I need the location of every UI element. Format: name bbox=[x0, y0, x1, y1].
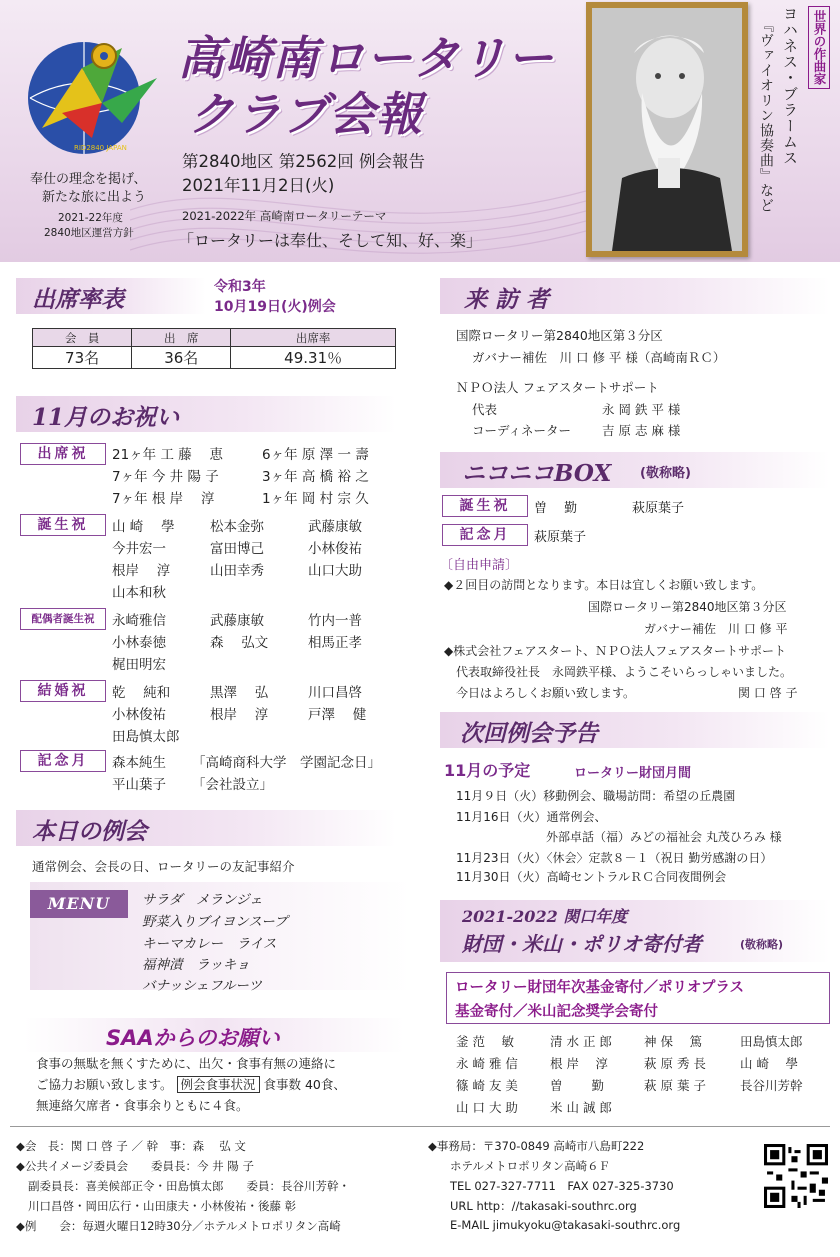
donor-name: 曽 勤 bbox=[550, 1078, 604, 1093]
attendance-date-day: 10月19日(火)例会 bbox=[214, 299, 336, 315]
celebrations-heading-text: 11月のお祝い bbox=[32, 404, 180, 431]
list-item: 田島慎太郎 bbox=[112, 729, 180, 745]
list-item: 森本純生 bbox=[112, 755, 166, 771]
month-theme: ロータリー財団月間 bbox=[574, 766, 692, 781]
footer-email[interactable]: E-MAIL jimukyoku@takasaki-southrc.org bbox=[450, 1218, 681, 1232]
donation-types-line2: 基金寄付／米山記念奨学会寄付 bbox=[455, 1004, 658, 1020]
visitor-line: 吉 原 志 麻 様 bbox=[602, 423, 681, 438]
memorial-label: 記念月 bbox=[20, 750, 106, 772]
header-members: 会 員 bbox=[33, 329, 132, 347]
visitors-heading bbox=[440, 278, 830, 314]
saa-heading: SAAからのお願い bbox=[106, 1026, 280, 1050]
niconico-birthday-label: 誕生祝 bbox=[442, 495, 528, 517]
list-item: 川口昌啓 bbox=[308, 685, 362, 701]
donor-name: 根 岸 淳 bbox=[550, 1056, 608, 1071]
donor-name: 篠 崎 友 美 bbox=[456, 1078, 518, 1093]
list-item: 森 弘文 bbox=[210, 635, 269, 651]
footer-committee-members: 副委員長：喜美候部正令・田島慎太郎 委員：長谷川芳幹・ bbox=[28, 1179, 350, 1193]
schedule-item: 11月30日（火）高崎セントラルＲＣ合同夜間例会 bbox=[456, 870, 727, 884]
header bbox=[0, 0, 840, 262]
present-count: 36名 bbox=[132, 347, 231, 369]
donor-name: 米 山 誠 郎 bbox=[550, 1100, 612, 1115]
list-item: 小林泰徳 bbox=[112, 635, 166, 651]
list-item: 山田幸秀 bbox=[210, 563, 264, 579]
niconico-entry: 今日はよろしくお願い致します。 bbox=[456, 686, 636, 700]
today-meeting-description: 通常例会、会長の日、ロータリーの友記事紹介 bbox=[32, 859, 295, 874]
next-meeting-heading bbox=[440, 712, 830, 748]
attendance-heading bbox=[16, 278, 206, 314]
niconico-entry: ガバナー補佐 川 口 修 平 bbox=[644, 622, 788, 636]
list-item: 竹内一普 bbox=[308, 613, 362, 629]
donor-name: 長谷川芳幹 bbox=[740, 1078, 803, 1093]
visitor-line: ＮＰＯ法人 フェアスタートサポート bbox=[456, 380, 659, 395]
visitors-heading-text: 来 訪 者 bbox=[464, 286, 550, 313]
donation-types-box bbox=[446, 972, 830, 1024]
list-item: 萩原葉子 bbox=[632, 501, 685, 516]
list-item: 6ヶ年 原 澤 一 壽 bbox=[262, 447, 369, 463]
celebrations-heading bbox=[16, 396, 396, 432]
menu-label: MENU bbox=[30, 890, 128, 918]
attendance-date-year: 令和3年 bbox=[214, 279, 266, 295]
list-item: 7ヶ年 根 岸 淳 bbox=[112, 491, 215, 507]
list-item: 根岸 淳 bbox=[112, 563, 171, 579]
niconico-heading-text: ニコニコBOX bbox=[462, 460, 612, 487]
district-motto-line1: 奉仕の理念を掲げ、 bbox=[30, 172, 147, 187]
list-item: 平山葉子 bbox=[112, 777, 166, 793]
list-item: 武藤康敏 bbox=[308, 519, 362, 535]
menu-item: キーマカレー ライス bbox=[142, 936, 277, 952]
donors-heading bbox=[440, 900, 830, 962]
wedding-label: 結婚祝 bbox=[20, 680, 106, 702]
list-item: 山口大助 bbox=[308, 563, 362, 579]
list-item: 7ヶ年 今 井 陽 子 bbox=[112, 469, 219, 485]
niconico-entry: ◆株式会社フェアスタート、ＮＰＯ法人フェアスタートサポート bbox=[444, 644, 786, 658]
attendance-table-row bbox=[33, 347, 396, 369]
visitor-line: 代表 bbox=[472, 402, 498, 417]
donors-heading-text: 財団・米山・ポリオ寄付者 bbox=[462, 932, 702, 956]
list-item: 「会社設立」 bbox=[192, 777, 273, 793]
club-theme-text: 「ロータリーは奉仕、そして知、好、楽」 bbox=[178, 231, 483, 250]
donor-name: 山 口 大 助 bbox=[456, 1100, 518, 1115]
footer-office-address: ◆事務局：〒370-0849 高崎市八島町222 bbox=[428, 1139, 645, 1153]
header-present: 出 席 bbox=[132, 329, 231, 347]
attendance-table-header bbox=[33, 329, 396, 347]
footer-url[interactable]: URL http：//takasaki-southrc.org bbox=[450, 1199, 637, 1213]
spouse-birthday-label: 配偶者誕生祝 bbox=[20, 608, 106, 630]
donor-name: 清 水 正 郎 bbox=[550, 1034, 612, 1049]
today-meeting-heading-text: 本日の例会 bbox=[32, 818, 147, 845]
donors-heading-year: 2021-2022 関口年度 bbox=[462, 907, 628, 926]
list-item: 松本金弥 bbox=[210, 519, 264, 535]
month-plan-label: 11月の予定 bbox=[444, 761, 531, 780]
menu-item: バナッシェフルーツ bbox=[142, 978, 262, 994]
visitor-line: ガバナー補佐 川 口 修 平 様（高崎南ＲＣ） bbox=[472, 350, 726, 365]
footer-meeting-schedule: ◆例 会：毎週火曜日12時30分／ホテルメトロポリタン高崎 bbox=[16, 1219, 341, 1233]
composer-portrait bbox=[586, 2, 748, 257]
list-item: 「高崎商科大学 学園記念日」 bbox=[192, 755, 381, 771]
meeting-number: 第2840地区 第2562回 例会報告 bbox=[182, 152, 425, 171]
footer-office-hotel: ホテルメトロポリタン高崎６Ｆ bbox=[450, 1159, 611, 1173]
meeting-date: 2021年11月2日(火) bbox=[182, 176, 335, 195]
free-application-label: 〔自由申請〕 bbox=[440, 558, 519, 573]
donor-name: 田島慎太郎 bbox=[740, 1034, 803, 1049]
niconico-entry: 代表取締役社長 永岡鉄平様、ようこそいらっしゃいました。 bbox=[456, 665, 793, 679]
donor-name: 山 崎 學 bbox=[740, 1056, 798, 1071]
rotary-district-logo bbox=[22, 28, 167, 163]
composer-work: 『ヴァイオリン協奏曲』など bbox=[758, 18, 774, 213]
list-item: 相馬正孝 bbox=[308, 635, 362, 651]
district-plan-year: 2021-22年度 bbox=[58, 212, 123, 224]
schedule-item: 外部卓話（福）みどの福祉会 丸茂ひろみ 様 bbox=[546, 830, 782, 844]
saa-line2 bbox=[36, 1075, 346, 1093]
district-motto-line2: 新たな旅に出よう bbox=[42, 190, 147, 205]
saa-line2-text: ご協力お願い致します。 bbox=[36, 1077, 173, 1092]
attendance-award-label: 出席祝 bbox=[20, 443, 106, 465]
birthday-label: 誕生祝 bbox=[20, 514, 106, 536]
visitor-line: コーディネーター bbox=[472, 423, 572, 438]
menu-item: 野菜入りブイヨンスープ bbox=[142, 914, 288, 930]
list-item: 梶田明宏 bbox=[112, 657, 166, 673]
donor-name: 釜 范 敏 bbox=[456, 1034, 514, 1049]
list-item: 小林俊祐 bbox=[308, 541, 362, 557]
footer-committee-members-cont: 川口昌啓・岡田広行・山田康夫・小林俊祐・後藤 彰 bbox=[28, 1199, 297, 1213]
club-theme-label: 2021-2022年 高崎南ロータリーテーマ bbox=[182, 209, 387, 223]
donor-name: 神 保 篤 bbox=[644, 1034, 702, 1049]
meal-status-box: 例会食事状況 bbox=[177, 1076, 260, 1093]
list-item: 山 崎 學 bbox=[112, 519, 175, 535]
list-item: 21ヶ年 工 藤 恵 bbox=[112, 447, 224, 463]
logo-text: RID2840 JAPAN bbox=[74, 144, 127, 152]
list-item: 乾 純和 bbox=[112, 685, 171, 701]
footer-officers: ◆会 長：関 口 啓 子 ／ 幹 事：森 弘 文 bbox=[16, 1139, 246, 1153]
composer-series-tag: 世界の作曲家 bbox=[808, 6, 830, 89]
newsletter-title-line1: 高崎南ロータリー bbox=[178, 31, 554, 85]
footer-committee: ◆公共イメージ委員会 委員長：今 井 陽 子 bbox=[16, 1159, 254, 1173]
list-item: 萩原葉子 bbox=[534, 530, 587, 545]
saa-line1: 食事の無駄を無くすために、出欠・食事有無の連絡に bbox=[36, 1056, 337, 1071]
menu-item: 福神漬 ラッキョ bbox=[142, 957, 250, 973]
schedule-item: 11月９日（火）移動例会、職場訪問：希望の丘農園 bbox=[456, 789, 736, 803]
list-item: 武藤康敏 bbox=[210, 613, 264, 629]
niconico-entry: ◆２回目の訪問となります。本日は宜しくお願い致します。 bbox=[444, 578, 764, 592]
niconico-memorial-label: 記念月 bbox=[442, 524, 528, 546]
schedule-item: 11月16日（火）通常例会、 bbox=[456, 810, 607, 824]
list-item: 根岸 淳 bbox=[210, 707, 269, 723]
visitor-line: 国際ロータリー第2840地区第３分区 bbox=[456, 328, 663, 343]
attendance-table bbox=[32, 328, 396, 369]
donation-types-line1: ロータリー財団年次基金寄付／ポリオプラス bbox=[455, 980, 744, 996]
donor-name: 萩 原 葉 子 bbox=[644, 1078, 706, 1093]
district-plan-label: 2840地区運営方針 bbox=[44, 227, 134, 239]
meal-count: 食事数 40食、 bbox=[263, 1077, 346, 1092]
composer-portrait-image bbox=[592, 8, 742, 251]
next-meeting-heading-text: 次回例会予告 bbox=[460, 720, 598, 747]
attendance-heading-text: 出席率表 bbox=[32, 286, 124, 313]
footer-divider bbox=[10, 1126, 830, 1127]
list-item: 山本和秋 bbox=[112, 585, 166, 601]
niconico-entry: 国際ロータリー第2840地区第３分区 bbox=[588, 600, 787, 614]
list-item: 今井宏一 bbox=[112, 541, 166, 557]
footer-phone-fax: TEL 027-327-7711 FAX 027-325-3730 bbox=[450, 1179, 674, 1193]
qr-code-icon[interactable] bbox=[764, 1144, 828, 1208]
list-item: 曽 勤 bbox=[534, 501, 578, 516]
list-item: 3ヶ年 高 橋 裕 之 bbox=[262, 469, 369, 485]
header-rate: 出席率 bbox=[231, 329, 396, 347]
saa-line3: 無連絡欠席者・食事余りともに４食。 bbox=[36, 1098, 249, 1113]
niconico-heading-note: (敬称略) bbox=[640, 466, 691, 481]
list-item: 富田博己 bbox=[210, 541, 264, 557]
list-item: 永崎雅信 bbox=[112, 613, 166, 629]
newsletter-title-line2: クラブ会報 bbox=[188, 87, 423, 141]
today-meeting-heading bbox=[16, 810, 396, 846]
donors-heading-note: (敬称略) bbox=[740, 938, 784, 951]
list-item: 小林俊祐 bbox=[112, 707, 166, 723]
schedule-item: 11月23日（火）〈休会〉定款８－１（祝日 勤労感謝の日） bbox=[456, 851, 773, 865]
donor-name: 永 崎 雅 信 bbox=[456, 1056, 518, 1071]
visitor-line: 永 岡 鉄 平 様 bbox=[602, 402, 681, 417]
niconico-entry: 関 口 啓 子 bbox=[738, 686, 798, 700]
donor-name: 萩 原 秀 長 bbox=[644, 1056, 706, 1071]
menu-item: サラダ メランジェ bbox=[142, 892, 263, 908]
list-item: 1ヶ年 岡 村 宗 久 bbox=[262, 491, 369, 507]
list-item: 黒澤 弘 bbox=[210, 685, 269, 701]
niconico-heading bbox=[440, 452, 830, 488]
attendance-rate: 49.31％ bbox=[231, 347, 396, 369]
composer-name: ヨハネス・ブラームス bbox=[781, 6, 799, 166]
list-item: 戸澤 健 bbox=[308, 707, 367, 723]
members-count: 73名 bbox=[33, 347, 132, 369]
